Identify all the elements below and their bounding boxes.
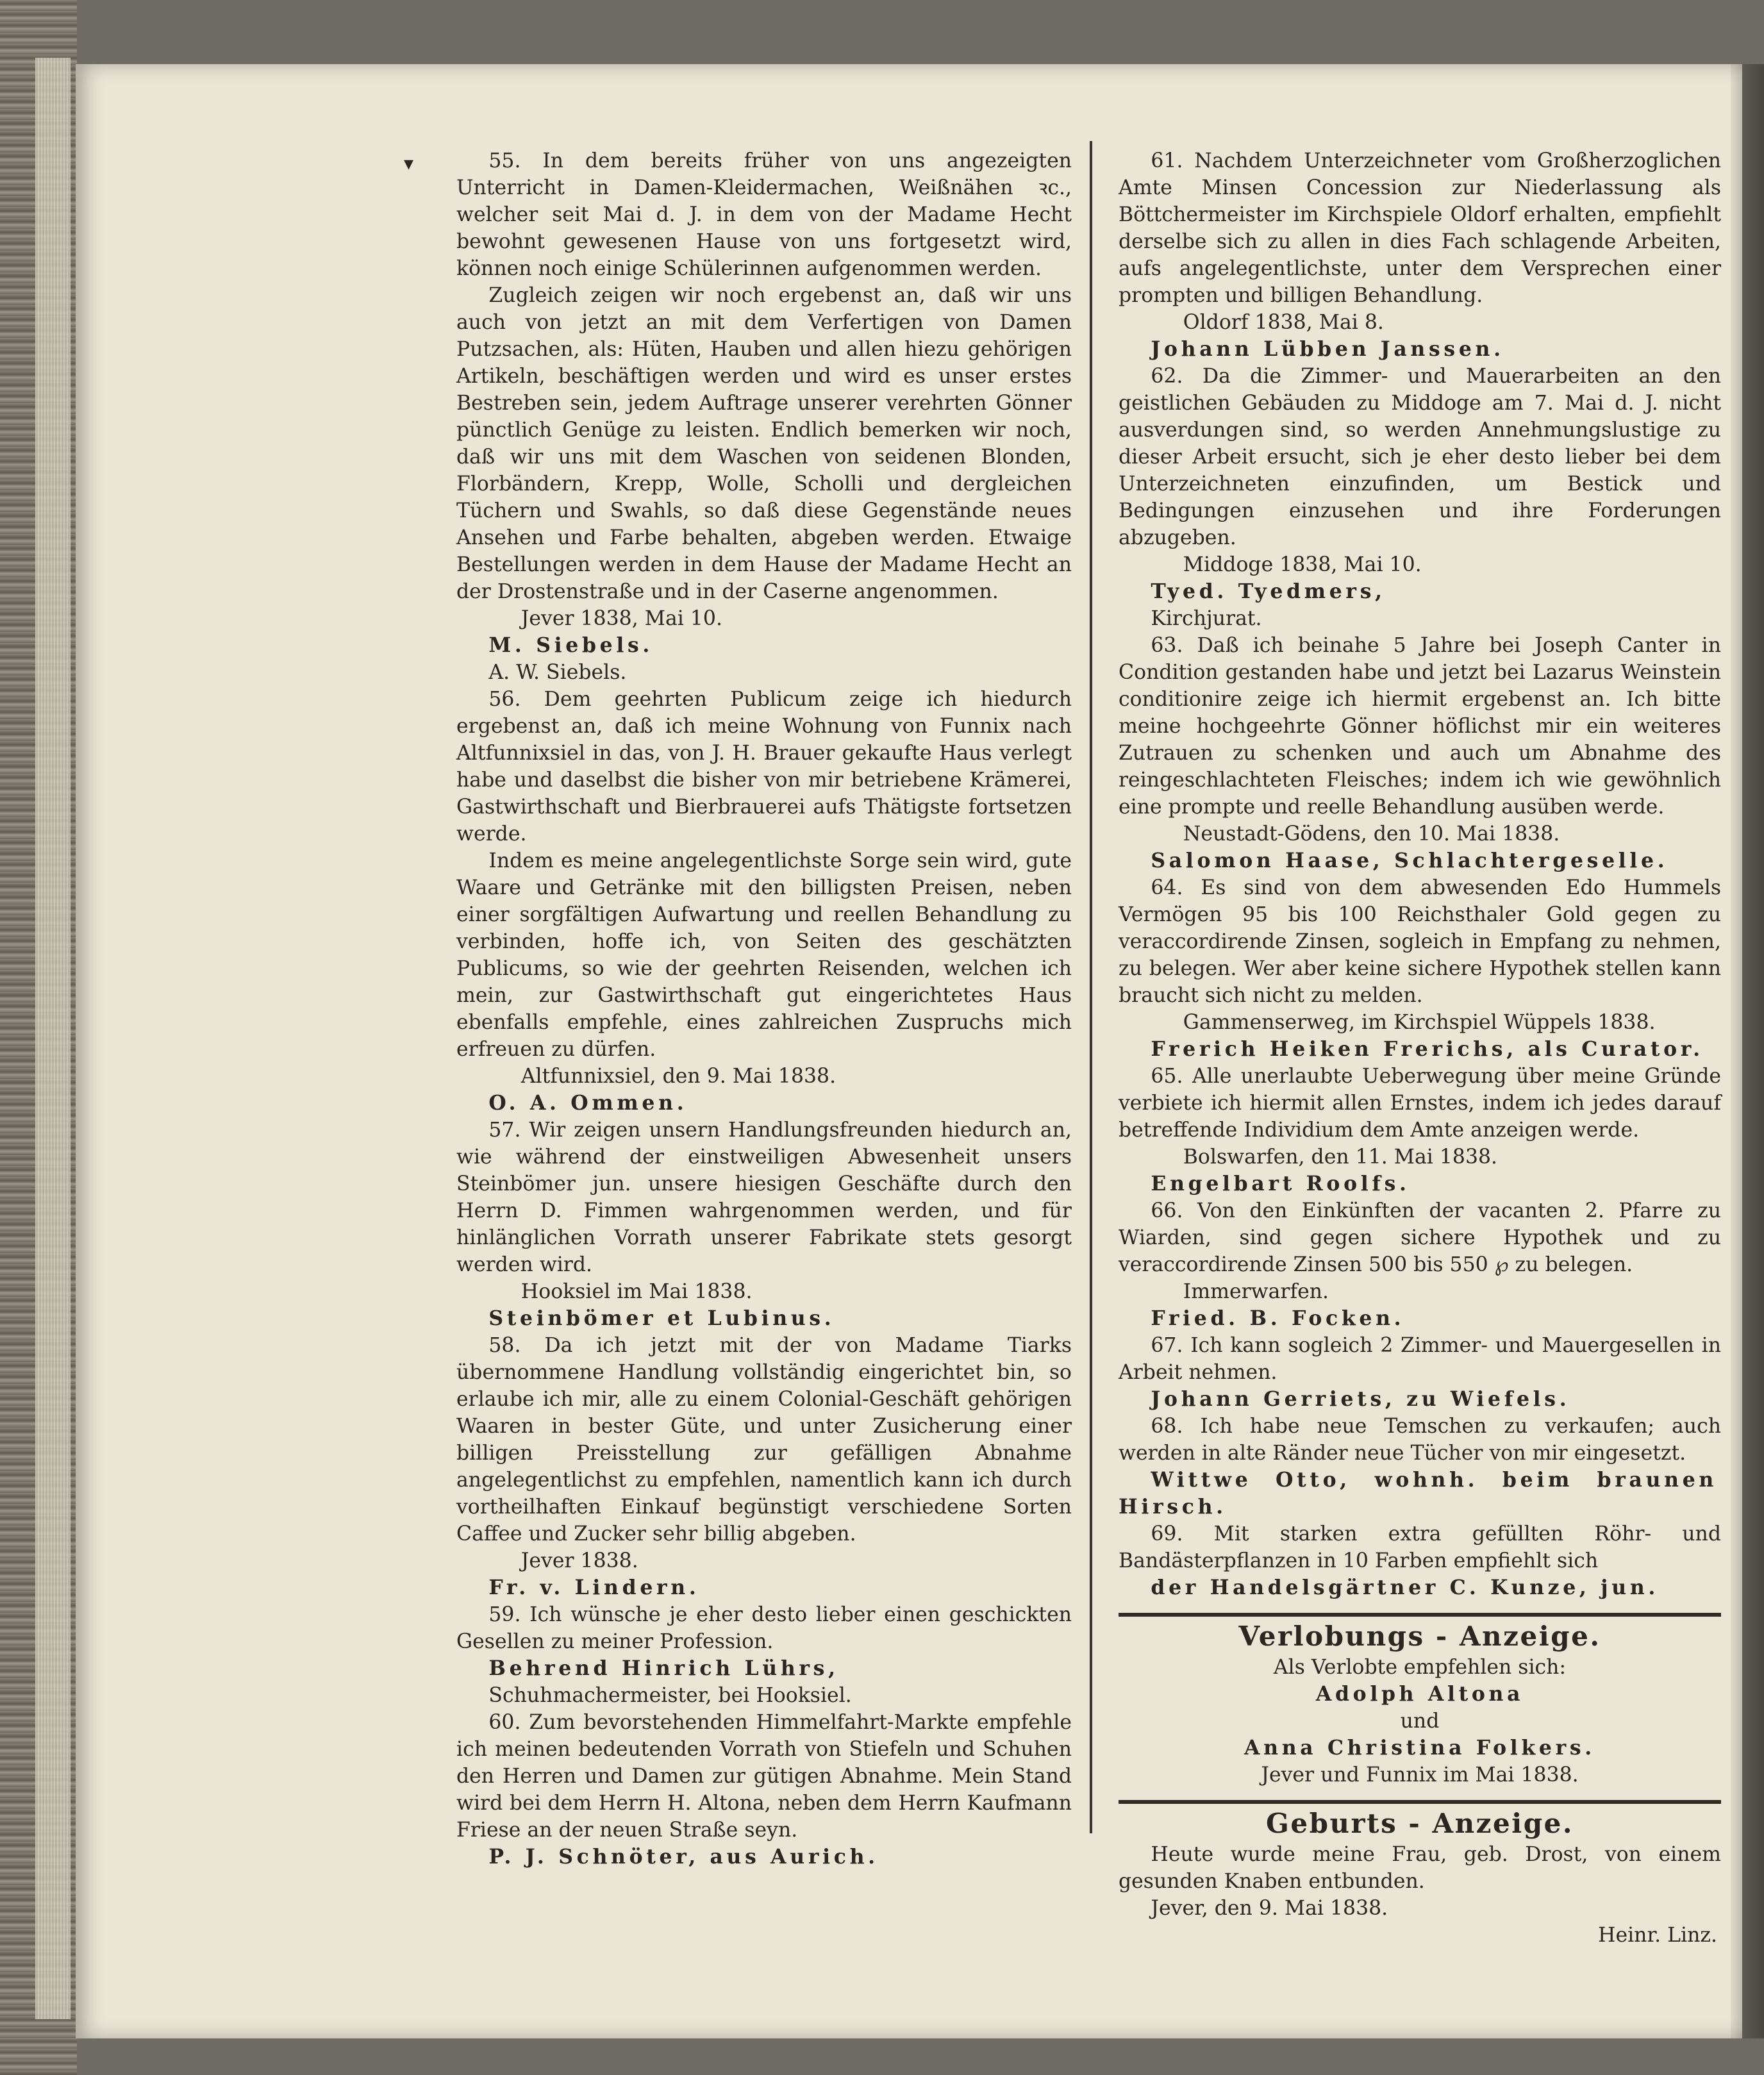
notice-55 bbox=[456, 147, 1072, 686]
page-shadow bbox=[1731, 64, 1764, 2038]
notice-69 bbox=[1119, 1521, 1721, 1601]
notice-paragraph: 66. Von den Einkünften der vacanten 2. Pfarre zu Wiarden, sind gegen sichere Hypothek und zu veraccordirende Zinsen 500 bis 550 ℘ zu belegen. bbox=[1119, 1199, 1721, 1276]
notice-place-date: Gammenserweg, im Kirchspiel Wüppels 1838. bbox=[1183, 1011, 1656, 1034]
notice-place-date: Jever 1838, Mai 10. bbox=[520, 607, 722, 630]
right-column-entries bbox=[1119, 147, 1721, 1601]
notice-signature: Salomon Haase, Schlachtergeselle. bbox=[1151, 849, 1668, 872]
notice-signature: M. Siebels. bbox=[488, 633, 654, 657]
notice-signature: Frerich Heiken Frerichs, als Curator. bbox=[1151, 1037, 1704, 1061]
section-rule bbox=[1119, 1613, 1721, 1617]
notice-paragraph: 64. Es sind von dem abwesenden Edo Hummels Vermögen 95 bis 100 Reichsthaler Gold gegen zu veraccordirende Zinsen, sogleich in Empfang zu nehmen, zu belegen. Wer aber keine sichere Hypothek stellen kann braucht sich nicht zu melden. bbox=[1119, 876, 1721, 1007]
notice-place-date: Immerwarfen. bbox=[1183, 1280, 1329, 1303]
page-edges bbox=[35, 58, 71, 2019]
engagement-und: und bbox=[1400, 1710, 1440, 1733]
notice-paragraph: Zugleich zeigen wir noch ergebenst an, daß wir uns auch von jetzt an mit dem Verfertigen von Damen Putzsachen, als: Hüten, Hauben und allen hiezu gehörigen Artikeln, beschäftigen werden und wird es unser erstes Bestreben sein, jedem Auftrage unserer verehrten Gönner pünctlich Genüge zu leisten. Endlich bemerken wir noch, daß wir uns mit dem Waschen von seidenen Blonden, Florbändern, Krepp, Wolle, Scholli und dergleichen Tüchern und Swahls, so daß diese Gegenstände neues Ansehen und Farbe behalten, abgeben werden. Etwaige Bestellungen werden in dem Hause der Madame Hecht an der Drostenstraße und in der Caserne angenommen. bbox=[456, 284, 1072, 603]
notice-place-date: Neustadt-Gödens, den 10. Mai 1838. bbox=[1183, 822, 1560, 846]
notice-signature: O. A. Ommen. bbox=[488, 1091, 688, 1115]
notice-place-date: Oldorf 1838, Mai 8. bbox=[1183, 311, 1384, 334]
notice-paragraph: 68. Ich habe neue Temschen zu verkaufen; auch werden in alte Ränder neue Tücher von mir eingesetzt. bbox=[1119, 1415, 1721, 1465]
notice-68 bbox=[1119, 1413, 1721, 1521]
notice-paragraph: 65. Alle unerlaubte Ueberwegung über meine Gründe verbiete ich hiermit allen Ernstes, indem ich jedes darauf betreffende Individium dem Amte anzeigen werde. bbox=[1119, 1065, 1721, 1142]
notice-65 bbox=[1119, 1063, 1721, 1197]
notice-paragraph: 56. Dem geehrten Publicum zeige ich hiedurch ergebenst an, daß ich meine Wohnung von Funnix nach Altfunnixsiel in das, von J. H. Brauer gekaufte Haus verlegt habe und daselbst die bisher von mir betriebene Krämerei, Gastwirthschaft und Bierbrauerei aufs Thätigste fortsetzen werde. bbox=[456, 688, 1072, 846]
notice-signature: Fr. v. Lindern. bbox=[488, 1576, 700, 1599]
notice-59 bbox=[456, 1601, 1072, 1709]
section-rule bbox=[1119, 1800, 1721, 1804]
notice-61 bbox=[1119, 147, 1721, 363]
notice-signature: Johann Gerriets, zu Wiefels. bbox=[1151, 1387, 1570, 1411]
birth-title: Geburts - Anzeige. bbox=[1265, 1808, 1574, 1839]
notice-place-date: Hooksiel im Mai 1838. bbox=[520, 1280, 753, 1303]
notice-place-date: Middoge 1838, Mai 10. bbox=[1183, 553, 1422, 576]
notice-signature: Behrend Hinrich Lührs, bbox=[488, 1656, 839, 1680]
notice-place-date: Jever 1838. bbox=[520, 1549, 638, 1572]
engagement-name-1: Adolph Altona bbox=[1315, 1682, 1524, 1706]
notice-paragraph: 67. Ich kann sogleich 2 Zimmer- und Mauergesellen in Arbeit nehmen. bbox=[1119, 1334, 1721, 1384]
notice-paragraph: 59. Ich wünsche je eher desto lieber einen geschickten Gesellen zu meiner Profession. bbox=[456, 1603, 1072, 1653]
notice-signature: Schuhmachermeister, bei Hooksiel. bbox=[488, 1684, 852, 1707]
engagement-name-2: Anna Christina Folkers. bbox=[1244, 1736, 1595, 1760]
notice-paragraph: 62. Da die Zimmer- und Mauerarbeiten an den geistlichen Gebäuden zu Middoge am 7. Mai d. J. nicht ausverdungen sind, so werden Annehmungslustige zu dieser Arbeit ersucht, sich je eher desto lieber bei dem Unterzeichneten einzufinden, um Bestick und Bedingungen einzusehen und ihre Forderungen abzugeben. bbox=[1119, 365, 1721, 549]
margin-mark: ▾ bbox=[404, 153, 414, 175]
notice-signature: Wittwe Otto, wohnh. beim braunen Hirsch. bbox=[1119, 1468, 1717, 1519]
notice-signature: P. J. Schnöter, aus Aurich. bbox=[488, 1845, 879, 1869]
notice-signature: A. W. Siebels. bbox=[488, 661, 627, 684]
notice-signature: Kirchjurat. bbox=[1151, 607, 1262, 630]
notice-62 bbox=[1119, 363, 1721, 632]
right-column bbox=[1119, 147, 1721, 1949]
column-divider bbox=[1090, 141, 1092, 1833]
notice-paragraph: 63. Daß ich beinahe 5 Jahre bei Joseph Canter in Condition gestanden habe und jetzt bei Lazarus Weinstein conditionire zeige ich hiermit ergebenst an. Ich bitte meine hochgeehrte Gönner höflichst mir ein weiteres Zutrauen zu schenken und auch um Abnahme des reingeschlachteten Fleisches; indem ich wie gewöhnlich eine prompte und reelle Behandlung ausüben werde. bbox=[1119, 634, 1721, 819]
engagement-title: Verlobungs - Anzeige. bbox=[1238, 1621, 1601, 1652]
notice-paragraph: 60. Zum bevorstehenden Himmelfahrt-Markte empfehle ich meinen bedeutenden Vorrath von Stiefeln und Schuhen den Herren und Damen zur gütigen Abnahme. Mein Stand wird bei dem Herrn H. Altona, neben dem Herrn Kaufmann Friese an der neuen Straße seyn. bbox=[456, 1711, 1072, 1842]
notice-signature: Engelbart Roolfs. bbox=[1151, 1172, 1410, 1196]
notice-64 bbox=[1119, 874, 1721, 1063]
notice-paragraph: 57. Wir zeigen unsern Handlungsfreunden hiedurch an, wie während der einstweiligen Abwesenheit unsers Steinbömer jun. unsere hiesigen Geschäfte durch den Herrn D. Fimmen wahrgenommen werden, und für hinlänglichen Vorrath unserer Fabrikate stets gesorgt werden wird. bbox=[456, 1119, 1072, 1276]
birth-signature: Heinr. Linz. bbox=[1598, 1924, 1717, 1947]
engagement-place: Jever und Funnix im Mai 1838. bbox=[1261, 1763, 1579, 1787]
notice-58 bbox=[456, 1332, 1072, 1601]
notice-67 bbox=[1119, 1332, 1721, 1413]
notice-56 bbox=[456, 686, 1072, 1117]
notice-paragraph: 55. In dem bereits früher von uns angezeigten Unterricht in Damen-Kleidermachen, Weißnähen ꝛc., welcher seit Mai d. J. in dem von der Madame Hecht bewohnt gewesenen Hause von uns fortgesetzt wird, können noch einige Schülerinnen aufgenommen werden. bbox=[456, 149, 1072, 280]
engagement-notice bbox=[1119, 1623, 1721, 1788]
notice-signature: Fried. B. Focken. bbox=[1151, 1306, 1405, 1330]
notice-signature: Tyed. Tyedmers, bbox=[1151, 579, 1386, 603]
birth-place: Jever, den 9. Mai 1838. bbox=[1151, 1897, 1388, 1920]
notice-60 bbox=[456, 1709, 1072, 1871]
notice-63 bbox=[1119, 632, 1721, 874]
left-column bbox=[456, 147, 1072, 1871]
notice-paragraph: 61. Nachdem Unterzeichneter vom Großherzoglichen Amte Minsen Concession zur Niederlassung als Böttchermeister im Kirchspiele Oldorf erhalten, empfiehlt derselbe sich zu allen in dies Fach schlagende Arbeiten, aufs angelegentlichste, unter dem Versprechen einer prompten und billigen Behandlung. bbox=[1119, 149, 1721, 307]
notice-place-date: Bolswarfen, den 11. Mai 1838. bbox=[1183, 1146, 1498, 1169]
notice-place-date: Altfunnixsiel, den 9. Mai 1838. bbox=[520, 1065, 836, 1088]
notice-signature: der Handelsgärtner C. Kunze, jun. bbox=[1151, 1576, 1660, 1599]
engagement-intro: Als Verlobte empfehlen sich: bbox=[1273, 1656, 1567, 1679]
notice-57 bbox=[456, 1117, 1072, 1332]
birth-notice bbox=[1119, 1810, 1721, 1949]
notice-paragraph: Indem es meine angelegentlichste Sorge sein wird, gute Waare und Getränke mit den billigsten Preisen, neben einer sorgfältigen Aufwartung und reellen Behandlung zu verbinden, hoffe ich, von Seiten des geschätzten Publicums, so wie der geehrten Reisenden, welchen ich mein, zur Gastwirthschaft gut eingerichtetes Haus ebenfalls empfehle, eines zahlreichen Zuspruchs mich erfreuen zu dürfen. bbox=[456, 849, 1072, 1061]
birth-text: Heute wurde meine Frau, geb. Drost, von einem gesunden Knaben entbunden. bbox=[1119, 1843, 1721, 1893]
notice-paragraph: 58. Da ich jetzt mit der von Madame Tiarks übernommene Handlung vollständig eingerichtet bin, so erlaube ich mir, alle zu einem Colonial-Geschäft gehörigen Waaren in bester Güte, und unter Zusicherung einer billigen Preisstellung zur gefälligen Abnahme angelegentlichst zu empfehlen, namentlich kann ich durch vortheilhaften Einkauf begünstigt verschiedene Sorten Caffee und Zucker sehr billig abgeben. bbox=[456, 1334, 1072, 1546]
notice-signature: Johann Lübben Janssen. bbox=[1151, 337, 1504, 361]
notice-signature: Steinbömer et Lubinus. bbox=[488, 1306, 835, 1330]
notice-paragraph: 69. Mit starken extra gefüllten Röhr- und Bandästerpflanzen in 10 Farben empfiehlt sich bbox=[1119, 1522, 1721, 1572]
notice-66 bbox=[1119, 1197, 1721, 1332]
